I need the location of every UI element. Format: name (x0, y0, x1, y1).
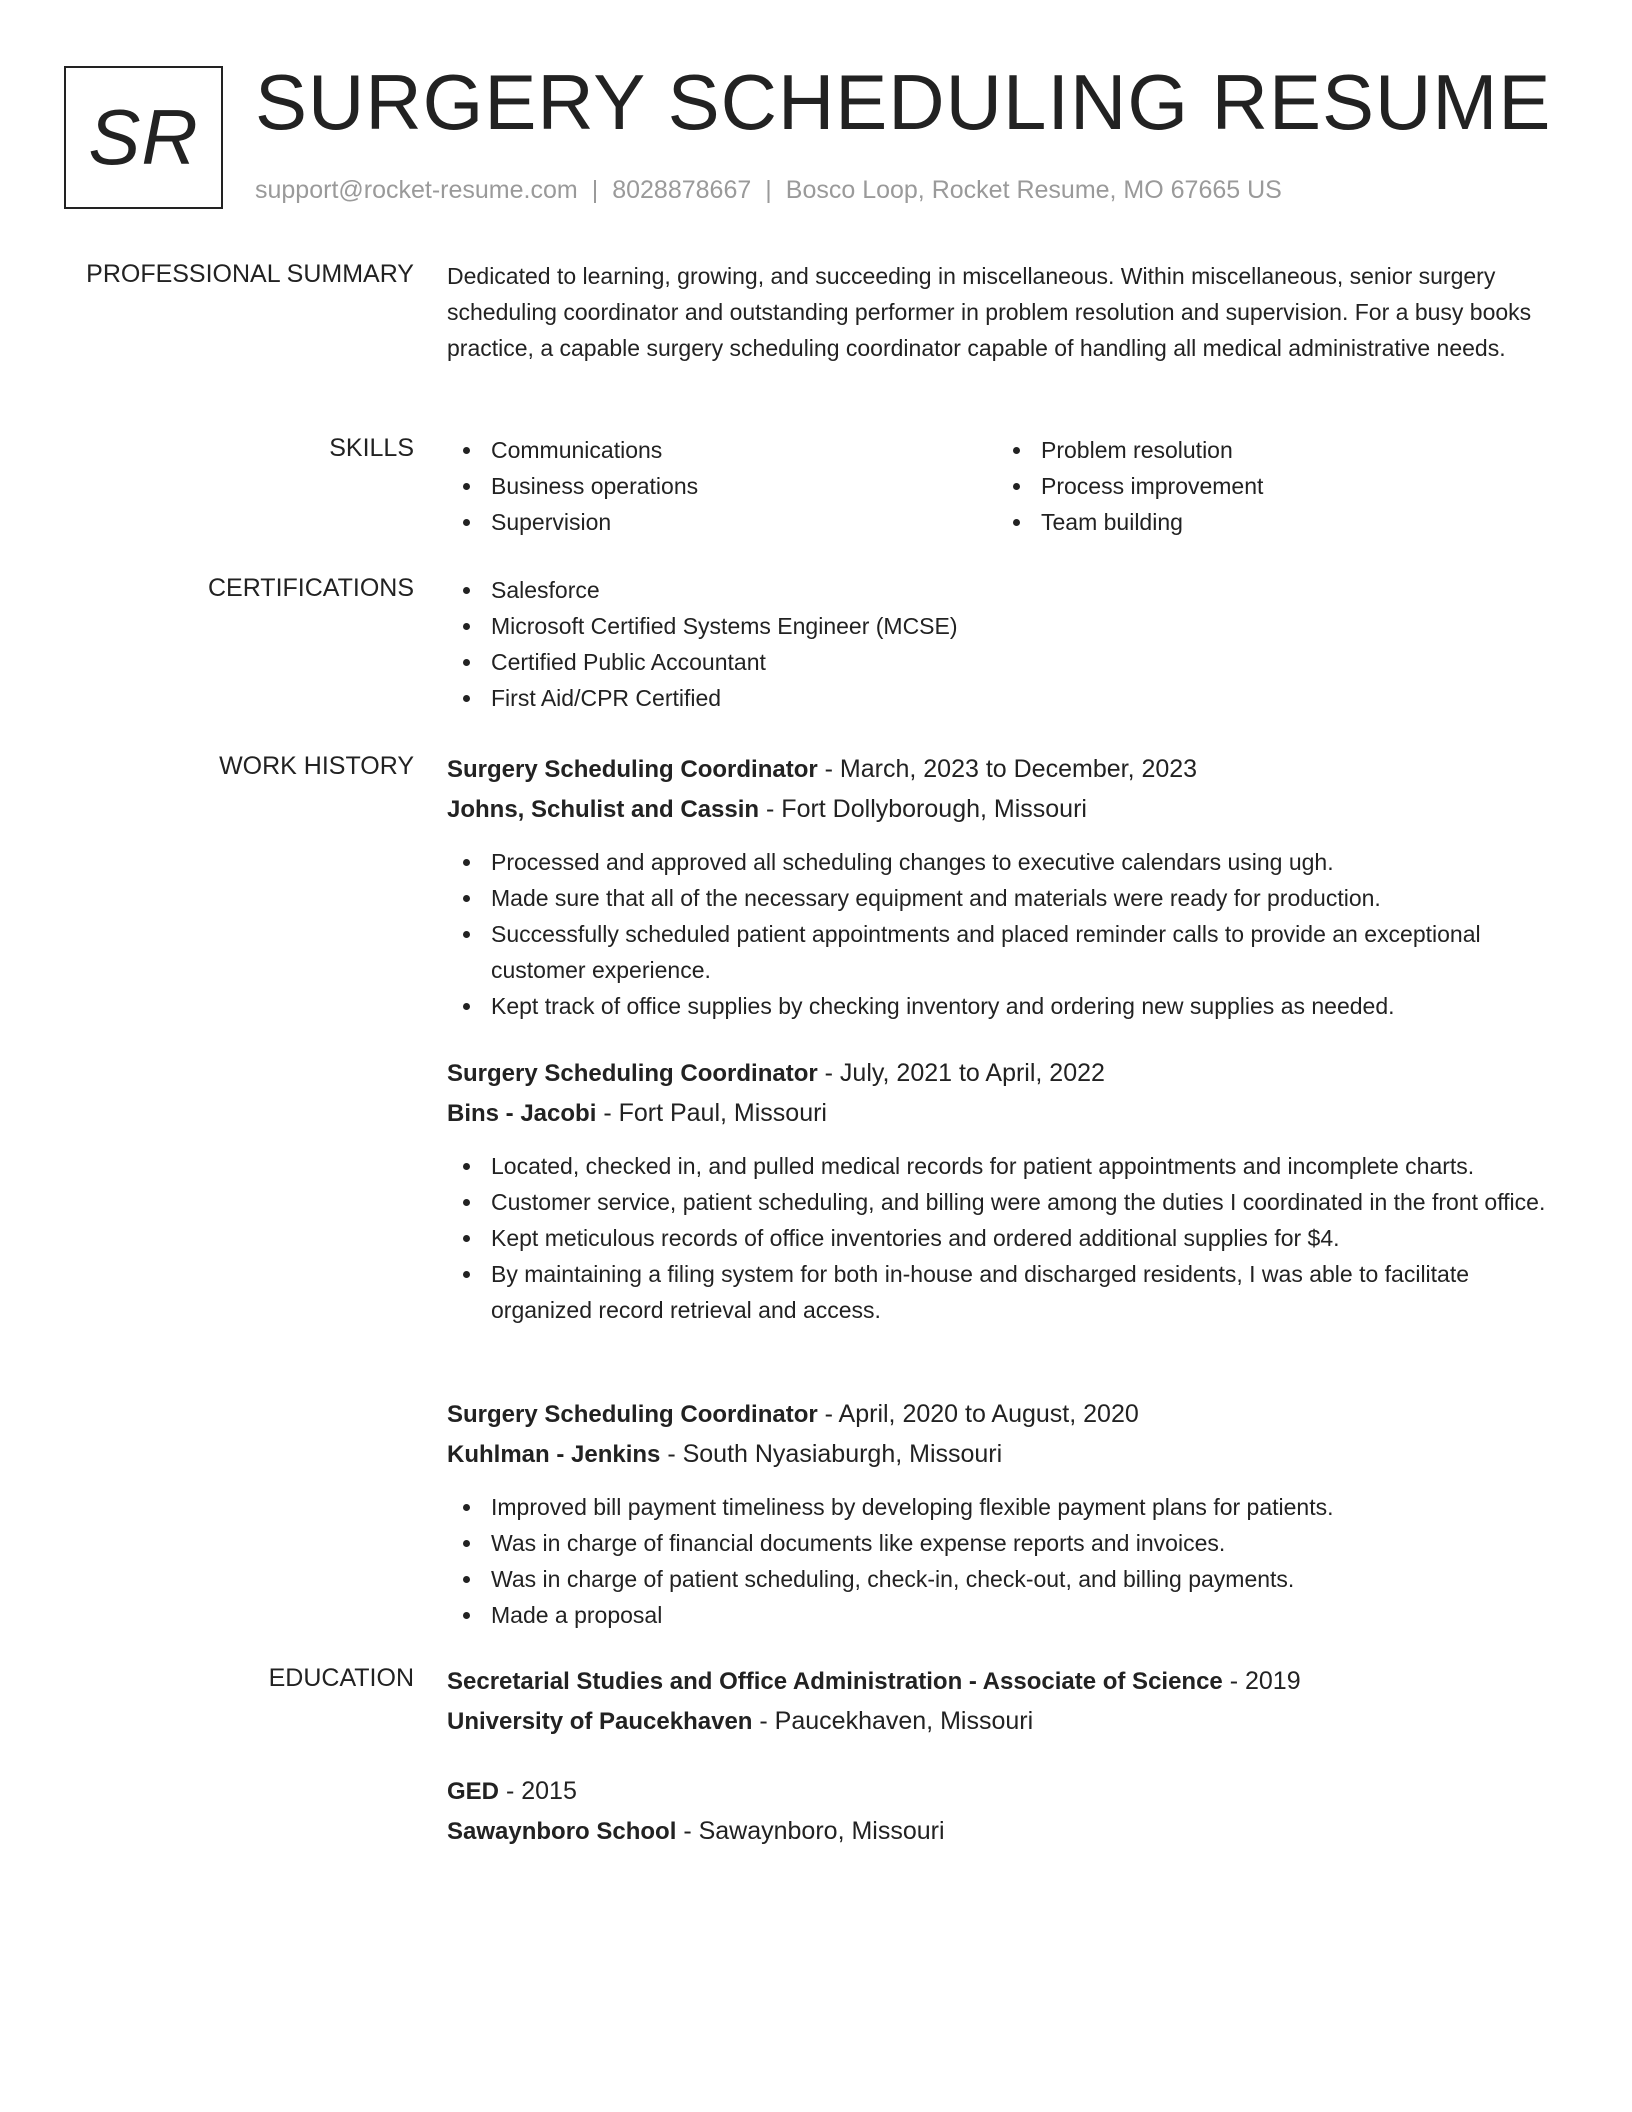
list-item: Kept meticulous records of office inventories and ordered additional supplies for $4. (447, 1220, 1567, 1256)
list-item: Successfully scheduled patient appointments and placed reminder calls to provide an exceptional customer experience. (447, 916, 1567, 988)
skills-list-left (447, 432, 997, 540)
list-item: Salesforce (447, 572, 1567, 608)
list-item: Made a proposal (447, 1597, 1567, 1633)
list-item: Was in charge of financial documents like expense reports and invoices. (447, 1525, 1567, 1561)
degree-year: - 2015 (499, 1777, 577, 1805)
job-title: Surgery Scheduling Coordinator (447, 1401, 818, 1428)
contact-address: Bosco Loop, Rocket Resume, MO 67665 US (785, 176, 1282, 204)
list-item: Team building (997, 504, 1547, 540)
school-line (447, 1811, 1567, 1852)
certifications-body (447, 572, 1567, 716)
job-dates: - March, 2023 to December, 2023 (817, 755, 1198, 783)
education-entry (447, 1772, 1567, 1852)
list-item: By maintaining a filing system for both in-house and discharged residents, I was able to facilitate organized record retrieval and access. (447, 1256, 1567, 1328)
list-item: Improved bill payment timeliness by developing flexible payment plans for patients. (447, 1489, 1567, 1525)
degree: GED (447, 1778, 500, 1805)
summary-text: Dedicated to learning, growing, and succeeding in miscellaneous. Within miscellaneous, senior surgery scheduling coordinator and outstanding performer in problem resolution and supervision. For a busy books practice, a capable surgery scheduling coordinator capable of handling all medical administrative needs. (447, 263, 1532, 361)
list-item: Communications (447, 432, 997, 468)
school-line (447, 1701, 1567, 1742)
section-label: CERTIFICATIONS (207, 574, 414, 602)
monogram-initials: SR (88, 93, 199, 181)
school-location: - Sawaynboro, Missouri (676, 1817, 945, 1845)
job-company-line (447, 1093, 1567, 1134)
degree: Secretarial Studies and Office Administration - Associate of Science (447, 1668, 1223, 1695)
job-location: - Fort Dollyborough, Missouri (759, 795, 1087, 823)
job-duties-list (447, 844, 1567, 1024)
section-label: EDUCATION (268, 1664, 414, 1692)
job-entry (447, 750, 1567, 1024)
degree-line (447, 1772, 1567, 1811)
job-dates: - July, 2021 to April, 2022 (817, 1059, 1105, 1087)
job-title-line (447, 1395, 1567, 1434)
job-title: Surgery Scheduling Coordinator (447, 1060, 818, 1087)
list-item: Supervision (447, 504, 997, 540)
list-item: Made sure that all of the necessary equipment and materials were ready for production. (447, 880, 1567, 916)
list-item: Was in charge of patient scheduling, check-in, check-out, and billing payments. (447, 1561, 1567, 1597)
summary-body (447, 258, 1567, 366)
list-item: Microsoft Certified Systems Engineer (MCSE) (447, 608, 1567, 644)
job-duties-list (447, 1148, 1567, 1328)
section-label: PROFESSIONAL SUMMARY (86, 260, 414, 288)
certifications-list (447, 572, 1567, 716)
job-company: Johns, Schulist and Cassin (447, 796, 760, 823)
school-location: - Paucekhaven, Missouri (752, 1707, 1034, 1735)
contact-separator: | (765, 176, 772, 204)
list-item: Located, checked in, and pulled medical records for patient appointments and incomplete charts. (447, 1148, 1567, 1184)
list-item: Customer service, patient scheduling, and billing were among the duties I coordinated in the front office. (447, 1184, 1567, 1220)
skills-list-right (997, 432, 1547, 540)
list-item: First Aid/CPR Certified (447, 680, 1567, 716)
contact-phone: 8028878667 (612, 176, 752, 204)
list-item: Business operations (447, 468, 997, 504)
section-label: SKILLS (329, 434, 414, 462)
school: University of Paucekhaven (447, 1708, 753, 1735)
job-company: Bins - Jacobi (447, 1100, 597, 1127)
job-location: - Fort Paul, Missouri (596, 1099, 827, 1127)
job-entry (447, 1395, 1567, 1633)
degree-line (447, 1662, 1567, 1701)
monogram-badge (64, 66, 223, 209)
job-title-line (447, 750, 1567, 789)
job-company-line (447, 1434, 1567, 1475)
skills-body (447, 432, 1567, 540)
contact-separator: | (591, 176, 599, 204)
job-company-line (447, 789, 1567, 830)
job-company: Kuhlman - Jenkins (447, 1441, 661, 1468)
contact-line (255, 175, 1282, 205)
education-entry (447, 1662, 1567, 1742)
resume-title: SURGERY SCHEDULING RESUME (255, 58, 1552, 146)
list-item: Kept track of office supplies by checking inventory and ordering new supplies as needed. (447, 988, 1567, 1024)
contact-email: support@rocket-resume.com (255, 176, 578, 204)
school: Sawaynboro School (447, 1818, 677, 1845)
job-title: Surgery Scheduling Coordinator (447, 756, 818, 783)
job-entry (447, 1054, 1567, 1328)
list-item: Certified Public Accountant (447, 644, 1567, 680)
job-duties-list (447, 1489, 1567, 1633)
job-dates: - April, 2020 to August, 2020 (817, 1400, 1139, 1428)
job-location: - South Nyasiaburgh, Missouri (660, 1440, 1003, 1468)
section-label: WORK HISTORY (219, 752, 414, 780)
job-title-line (447, 1054, 1567, 1093)
list-item: Process improvement (997, 468, 1547, 504)
degree-year: - 2019 (1222, 1667, 1301, 1695)
list-item: Processed and approved all scheduling changes to executive calendars using ugh. (447, 844, 1567, 880)
list-item: Problem resolution (997, 432, 1547, 468)
